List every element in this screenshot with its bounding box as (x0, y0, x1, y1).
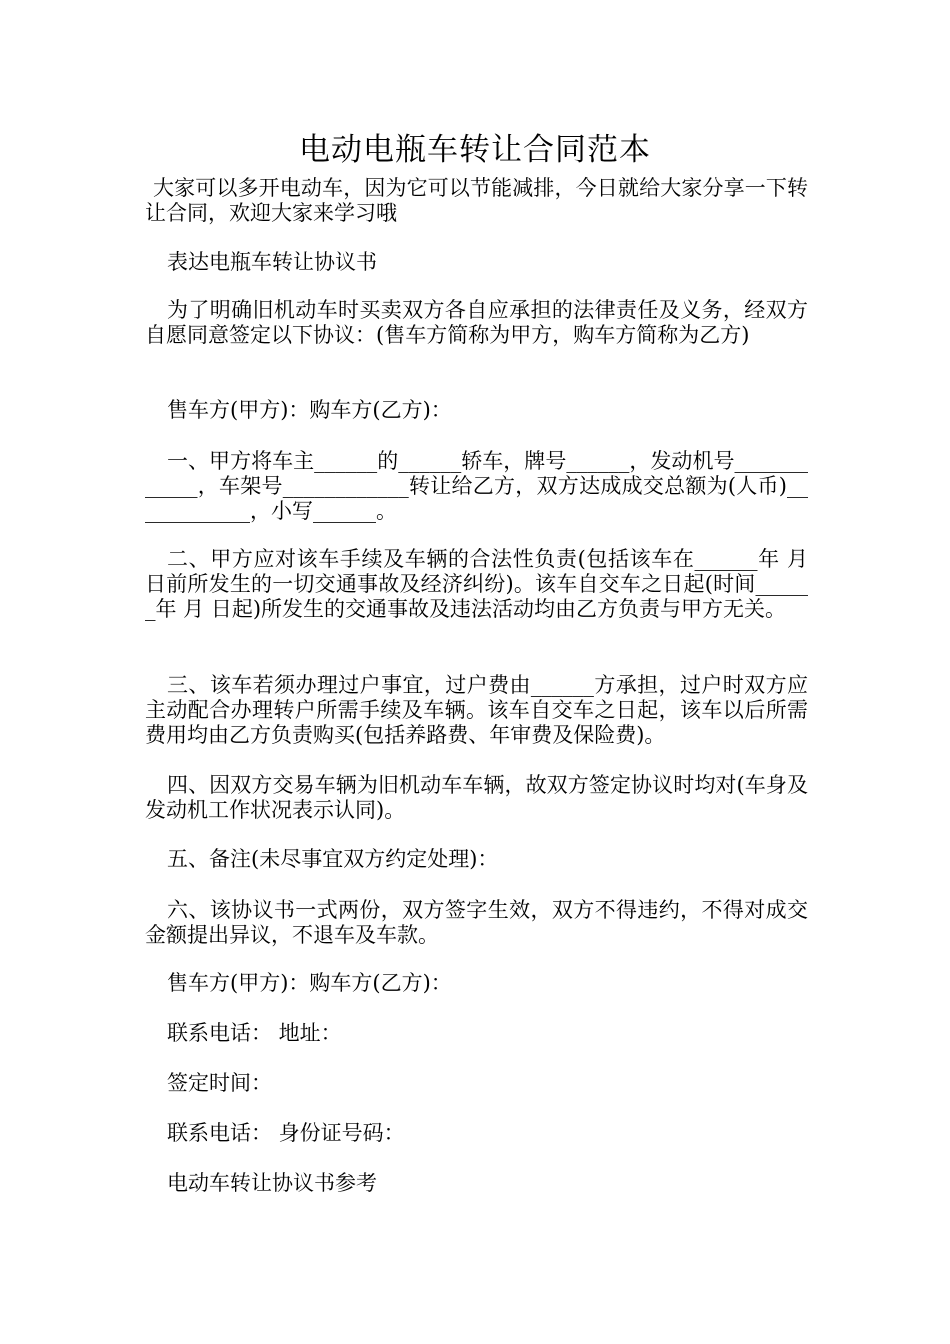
clause-3: 三、该车若须办理过户事宜，过户费由______方承担，过户时双方应主动配合办理转户所需手续及车辆。该车自交车之日起，该车以后所需费用均由乙方负责购买(包括养路费、年审费及保险费)。 (145, 673, 808, 747)
clause-1: 一、甲方将车主______的______轿车，牌号______，发动机号____________，车架号____________转让给乙方，双方达成成交总额为(人币)____________，小写______。 (145, 449, 808, 523)
clause-2: 二、甲方应对该车手续及车辆的合法性负责(包括该车在______年 月 日前所发生的一切交通事故及经济纠纷)。该车自交车之日起(时间______年 月 日起)所发生的交通事故及违法活动均由乙方负责与甲方无关。 (145, 547, 808, 621)
document-title: 电动电瓶车转让合同范本 (299, 132, 651, 168)
signature-parties-line: 售车方(甲方)：购车方(乙方)： (167, 971, 452, 995)
parties-line: 售车方(甲方)：购车方(乙方)： (167, 398, 452, 422)
clause-4: 四、因双方交易车辆为旧机动车车辆，故双方签定协议时均对(车身及发动机工作状况表示认同)。 (145, 773, 808, 822)
contact-address-line: 联系电话： 地址： (167, 1021, 342, 1045)
preamble-paragraph: 为了明确旧机动车时买卖双方各自应承担的法律责任及义务，经双方自愿同意签定以下协议：(售车方简称为甲方，购车方简称为乙方) (145, 298, 808, 347)
reference-heading: 电动车转让协议书参考 (167, 1171, 377, 1195)
signing-date-line: 签定时间： (167, 1071, 272, 1095)
clause-5: 五、备注(未尽事宜双方约定处理)： (167, 847, 499, 871)
clause-6: 六、该协议书一式两份，双方签字生效，双方不得违约，不得对成交金额提出异议，不退车及车款。 (145, 898, 808, 947)
agreement-heading: 表达电瓶车转让协议书 (167, 250, 377, 274)
intro-paragraph: 大家可以多开电动车，因为它可以节能减排，今日就给大家分享一下转让合同，欢迎大家来学习哦 (145, 176, 808, 225)
contact-id-line: 联系电话： 身份证号码： (167, 1121, 405, 1145)
